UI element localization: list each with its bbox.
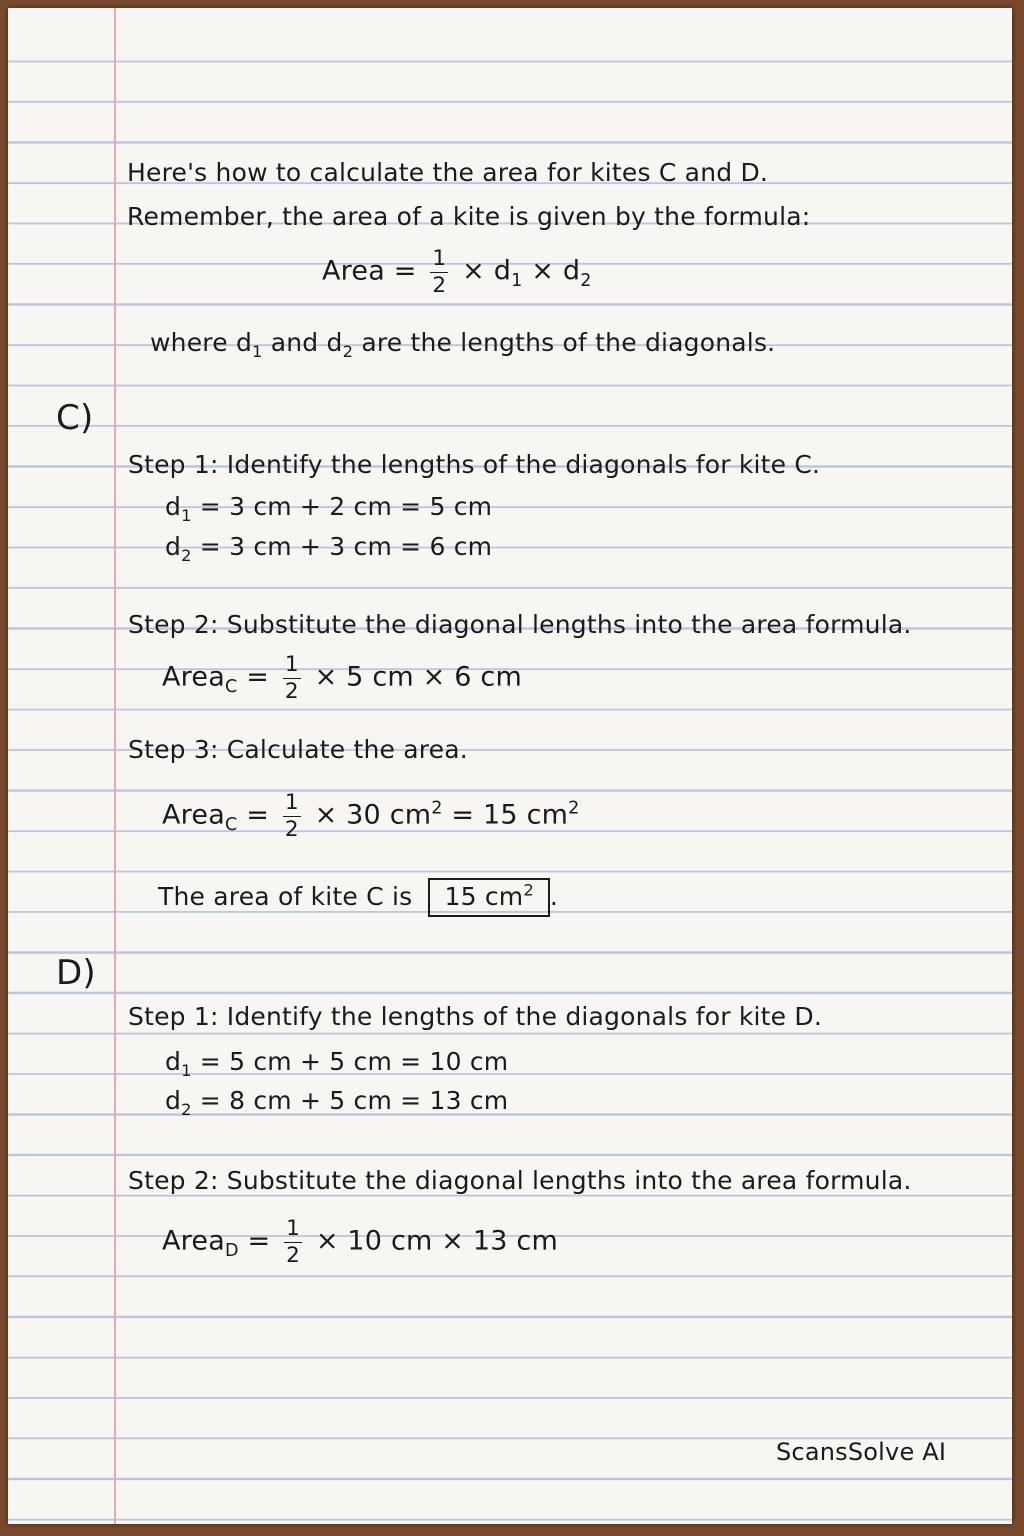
part-c-d1-line	[165, 492, 493, 525]
diagonal-symbol: d	[165, 1047, 182, 1076]
d1-expression: = 5 cm + 5 cm = 10 cm	[199, 1047, 509, 1076]
kite-area-formula	[322, 248, 592, 296]
squared-superscript: 2	[523, 880, 534, 900]
part-d-step2-title: Step 2: Substitute the diagonal lengths into the area formula.	[128, 1166, 912, 1195]
fraction-denominator: 2	[432, 272, 447, 298]
step3-result: = 15 cm	[451, 799, 569, 831]
d2-expression: = 8 cm + 5 cm = 13 cm	[199, 1086, 509, 1115]
subscript: 2	[181, 1100, 192, 1119]
times-sign: ×	[531, 255, 555, 287]
step2-rhs: × 5 cm × 6 cm	[314, 661, 522, 693]
part-c-step2-title: Step 2: Substitute the diagonal lengths into the area formula.	[128, 610, 912, 639]
intro-line-2: Remember, the area of a kite is given by the formula:	[127, 202, 811, 231]
diagonal-symbol: d	[562, 255, 581, 287]
area-word: Area	[162, 661, 225, 693]
fraction-half	[284, 1218, 302, 1266]
part-c-step3-title: Step 3: Calculate the area.	[128, 735, 468, 764]
part-c-d2-line	[165, 532, 493, 565]
subscript: C	[224, 814, 238, 835]
fraction-numerator: 1	[284, 790, 299, 815]
equals-sign: =	[246, 661, 270, 693]
diagonal-symbol: d	[165, 532, 182, 561]
formula-lhs: Area =	[322, 255, 417, 287]
subscript: D	[224, 1240, 239, 1261]
fraction-denominator: 2	[284, 816, 299, 842]
area-word: Area	[162, 1225, 225, 1257]
step3-product: × 30 cm	[314, 799, 432, 831]
subscript: 2	[342, 342, 354, 361]
subscript: 1	[511, 270, 523, 291]
part-d-step2-equation	[162, 1218, 558, 1266]
subscript: 2	[181, 546, 192, 565]
fraction-numerator: 1	[432, 246, 447, 271]
part-c-step1-title: Step 1: Identify the lengths of the diagonals for kite C.	[128, 450, 821, 479]
area-word: Area	[162, 799, 225, 831]
answer-text: The area of kite C is	[158, 882, 413, 911]
fraction-denominator: 2	[286, 1242, 301, 1268]
diagonal-symbol: d	[235, 328, 253, 357]
part-c-answer-line	[158, 878, 558, 917]
margin-line	[114, 8, 116, 1524]
diagonal-symbol: d	[165, 1086, 182, 1115]
part-d-d2-line	[165, 1086, 509, 1119]
part-c-step2-equation	[162, 654, 522, 702]
intro-line-1: Here's how to calculate the area for kites C and D.	[127, 158, 769, 187]
signature: ScansSolve AI	[776, 1438, 947, 1466]
equals-sign: =	[247, 1225, 271, 1257]
where-suffix: are the lengths of the diagonals.	[361, 328, 776, 357]
diagonal-symbol: d	[326, 328, 343, 357]
intro-where-line	[150, 328, 776, 361]
diagonal-symbol: d	[165, 492, 182, 521]
d2-expression: = 3 cm + 3 cm = 6 cm	[199, 532, 493, 561]
fraction-half	[283, 792, 301, 840]
subscript: 1	[181, 1061, 192, 1080]
times-sign: ×	[462, 255, 485, 287]
part-d-step1-title: Step 1: Identify the lengths of the diagonals for kite D.	[128, 1002, 822, 1031]
subscript: C	[224, 676, 238, 697]
d1-expression: = 3 cm + 2 cm = 5 cm	[199, 492, 493, 521]
fraction-half	[430, 248, 448, 296]
fraction-numerator: 1	[286, 1216, 301, 1241]
notebook-page	[8, 8, 1012, 1524]
fraction-numerator: 1	[284, 652, 299, 677]
answer-period: .	[549, 882, 559, 911]
subscript: 2	[580, 270, 592, 291]
part-c-step3-equation	[162, 792, 579, 840]
and-text: and	[270, 328, 319, 357]
step2-rhs: × 10 cm × 13 cm	[315, 1225, 558, 1257]
squared-superscript: 2	[431, 798, 443, 819]
subscript: 1	[252, 342, 263, 361]
part-c-label: C)	[56, 398, 94, 438]
diagonal-symbol: d	[493, 255, 512, 287]
fraction-denominator: 2	[284, 678, 299, 704]
part-d-label: D)	[56, 953, 96, 993]
subscript: 1	[181, 506, 192, 525]
where-text: where	[150, 328, 228, 357]
answer-box	[428, 878, 549, 917]
part-d-d1-line	[165, 1047, 509, 1080]
answer-value: 15 cm	[444, 882, 524, 911]
fraction-half	[283, 654, 301, 702]
squared-superscript: 2	[568, 798, 580, 819]
equals-sign: =	[246, 799, 270, 831]
